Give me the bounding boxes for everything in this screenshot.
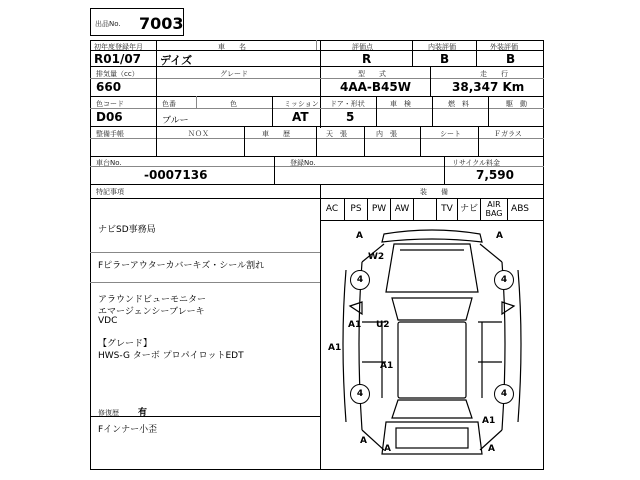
- displacement-value: 660: [96, 80, 122, 94]
- mark-side-left: A1: [328, 343, 342, 353]
- recycle-label: リサイクル料金: [452, 159, 501, 167]
- transmission-value: AT: [292, 110, 309, 124]
- row3-sep1: [156, 96, 157, 126]
- row4-sep6: [478, 126, 479, 156]
- nox-label: ＮＯＸ: [188, 130, 209, 138]
- row1-sep3: [412, 40, 413, 66]
- history-label: 車 歴: [262, 130, 290, 138]
- row4-sep2: [244, 126, 245, 156]
- row4-sep5: [420, 126, 421, 156]
- tire-rear-right: 4: [494, 384, 514, 404]
- year-value: R01/07: [94, 52, 142, 66]
- manual-label: 整備手帳: [96, 130, 124, 138]
- equipment-row: [320, 198, 544, 220]
- notes-divider-1: [90, 252, 320, 253]
- mark-door-rear: A1: [380, 361, 394, 371]
- exterior-label: 外装評価: [490, 43, 518, 51]
- glass-label: Ｆガラス: [494, 130, 522, 138]
- mileage-label: 走 行: [480, 70, 508, 78]
- equip-airbag: AIR BAG: [481, 198, 508, 220]
- note-line-2: Fピラーアウターカバーキズ・シール割れ: [98, 261, 265, 271]
- lot-number: 7003: [139, 14, 184, 33]
- lot-number-box: [90, 8, 184, 36]
- row5-bottom: [90, 184, 544, 185]
- equip-navi: ナビ: [458, 198, 481, 220]
- chassis-label: 車台No.: [96, 159, 122, 167]
- score-value: R: [362, 52, 372, 66]
- inner-label: 内 張: [376, 130, 397, 138]
- color-no-label: 色番: [162, 100, 176, 108]
- exterior-value: B: [506, 52, 516, 66]
- type-value: 4AA-B45W: [340, 80, 411, 94]
- notes-divider-2: [90, 282, 320, 283]
- row1-sep1: [156, 40, 157, 66]
- row4-sep1: [156, 126, 157, 156]
- recycle-value: 7,590: [476, 168, 514, 182]
- equipment-bottom: [320, 220, 544, 221]
- mark-front-right: A: [496, 231, 503, 241]
- sunroof-label: 天 張: [326, 130, 347, 138]
- repair-divider: [90, 416, 320, 417]
- equip-ac: AC: [320, 198, 345, 220]
- note-line-3: アラウンドビューモニター: [98, 295, 207, 305]
- repair-value: 有: [138, 408, 148, 418]
- mark-roof: W2: [368, 252, 385, 262]
- registration-label: 登録No.: [290, 159, 316, 167]
- car-diagram: [322, 222, 542, 468]
- mark-rear-right: A1: [482, 416, 496, 426]
- section-divider: [320, 184, 321, 470]
- row2-bottom: [90, 96, 544, 97]
- mark-door-center: U2: [376, 320, 390, 330]
- score-label: 評価点: [352, 43, 373, 51]
- equip-ps: PS: [345, 198, 368, 220]
- grade-label: グレード: [220, 70, 248, 78]
- chassis-value: -0007136: [144, 168, 208, 182]
- mileage-value: 38,347 Km: [452, 80, 525, 94]
- repair-note: Fインナー小歪: [98, 425, 158, 435]
- mark-rear-left: A: [360, 436, 367, 446]
- row3-sep2: [196, 96, 197, 108]
- row4-sep4: [364, 126, 365, 156]
- note-line-5: VDC: [98, 316, 118, 326]
- equip-abs: ABS: [511, 204, 529, 214]
- equip-pw: PW: [368, 198, 391, 220]
- mark-front-left: A: [356, 231, 363, 241]
- year-label: 初年度登録年月: [94, 43, 143, 51]
- row3-sep6: [488, 96, 489, 126]
- doors-label: ドア・形状: [330, 100, 365, 108]
- type-label: 型 式: [358, 70, 386, 78]
- transmission-label: ミッション: [284, 100, 319, 108]
- row4-sep3: [316, 126, 317, 156]
- drive-label: 駆 動: [506, 100, 527, 108]
- color-code-value: D06: [96, 110, 123, 124]
- row3-sep5: [432, 96, 433, 126]
- score-box-left: [320, 40, 321, 128]
- model-label: 車 名: [218, 43, 246, 51]
- color-code-label: 色コード: [96, 100, 124, 108]
- interior-value: B: [440, 52, 450, 66]
- row3-bottom: [90, 126, 544, 127]
- row4-divider: [90, 138, 544, 139]
- displacement-label: 排気量（cc）: [96, 70, 139, 78]
- row2-sep2: [430, 66, 431, 96]
- seat-label: シート: [440, 130, 461, 138]
- color-label: 色: [230, 100, 237, 108]
- mark-door-left: A1: [348, 320, 362, 330]
- equip-aw: AW: [391, 198, 414, 220]
- capacity-label: 車 検: [390, 100, 411, 108]
- tire-front-right: 4: [494, 270, 514, 290]
- note-line-1: ナビSD事務局: [98, 225, 156, 235]
- mark-rear-right-2: A: [488, 444, 495, 454]
- color-value: ブルー: [162, 116, 189, 126]
- repair-label: 修復歴: [98, 409, 119, 417]
- row5-sep2: [444, 156, 445, 184]
- doors-value: 5: [346, 110, 355, 124]
- notes-label: 特記事項: [96, 188, 124, 196]
- note-line-7: HWS-G ターボ プロパイロットEDT: [98, 351, 244, 361]
- tire-front-left: 4: [350, 270, 370, 290]
- model-value: デイズ: [160, 54, 193, 67]
- interior-label: 内装評価: [428, 43, 456, 51]
- equip-tv: TV: [437, 198, 458, 220]
- row1-sep2a: [316, 40, 317, 50]
- row2-sep1: [156, 66, 157, 96]
- mark-rear-center: A: [384, 444, 391, 454]
- row5-sep1: [274, 156, 275, 184]
- row3-sep3: [272, 96, 273, 126]
- note-line-4: エマージェンシーブレーキ: [98, 307, 205, 317]
- row4-bottom: [90, 156, 544, 157]
- equipment-label: 装 備: [420, 188, 448, 196]
- fuel-label: 燃 料: [448, 100, 469, 108]
- tire-rear-left: 4: [350, 384, 370, 404]
- row2-divider: [90, 78, 544, 79]
- lot-number-label: 出品No.: [95, 20, 121, 28]
- row3-sep4: [376, 96, 377, 126]
- row1-sep4: [476, 40, 477, 66]
- note-line-6: 【グレード】: [98, 339, 153, 349]
- equip-blank: [414, 198, 437, 220]
- row1-bottom: [90, 66, 544, 67]
